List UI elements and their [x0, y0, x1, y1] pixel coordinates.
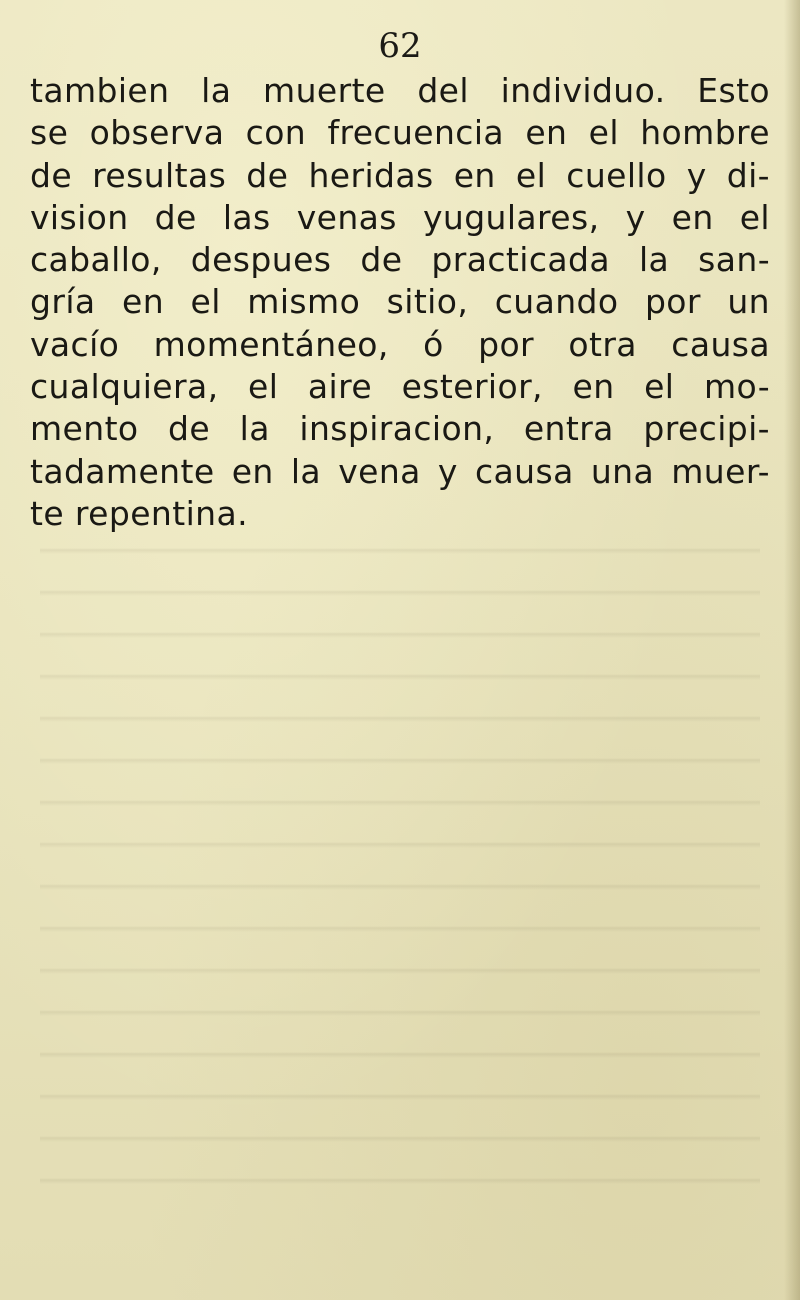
- text-line: cualquiera, el aire esterior, en el mo-: [30, 367, 770, 407]
- show-through-texture: [40, 520, 760, 1220]
- page-edge-shadow: [784, 0, 800, 1300]
- text-line: te repentina.: [30, 493, 248, 533]
- text-line: vision de las venas yugulares, y en el: [30, 197, 770, 237]
- text-line: caballo, despues de practicada la san-: [30, 240, 770, 280]
- text-line: tambien la muerte del individuo. Esto: [30, 71, 770, 110]
- text-line: vacío momentáneo, ó por otra causa: [30, 324, 770, 364]
- text-line: se observa con frecuencia en el hombre: [30, 113, 770, 153]
- text-line: mento de la inspiracion, entra precipi-: [30, 409, 770, 449]
- page-number: 62: [378, 26, 422, 66]
- body-paragraph: [30, 70, 770, 535]
- text-line: tadamente en la vena y causa una muer-: [30, 451, 770, 491]
- text-line: de resultas de heridas en el cuello y di-: [30, 155, 770, 195]
- text-line: gría en el mismo sitio, cuando por un: [30, 282, 770, 322]
